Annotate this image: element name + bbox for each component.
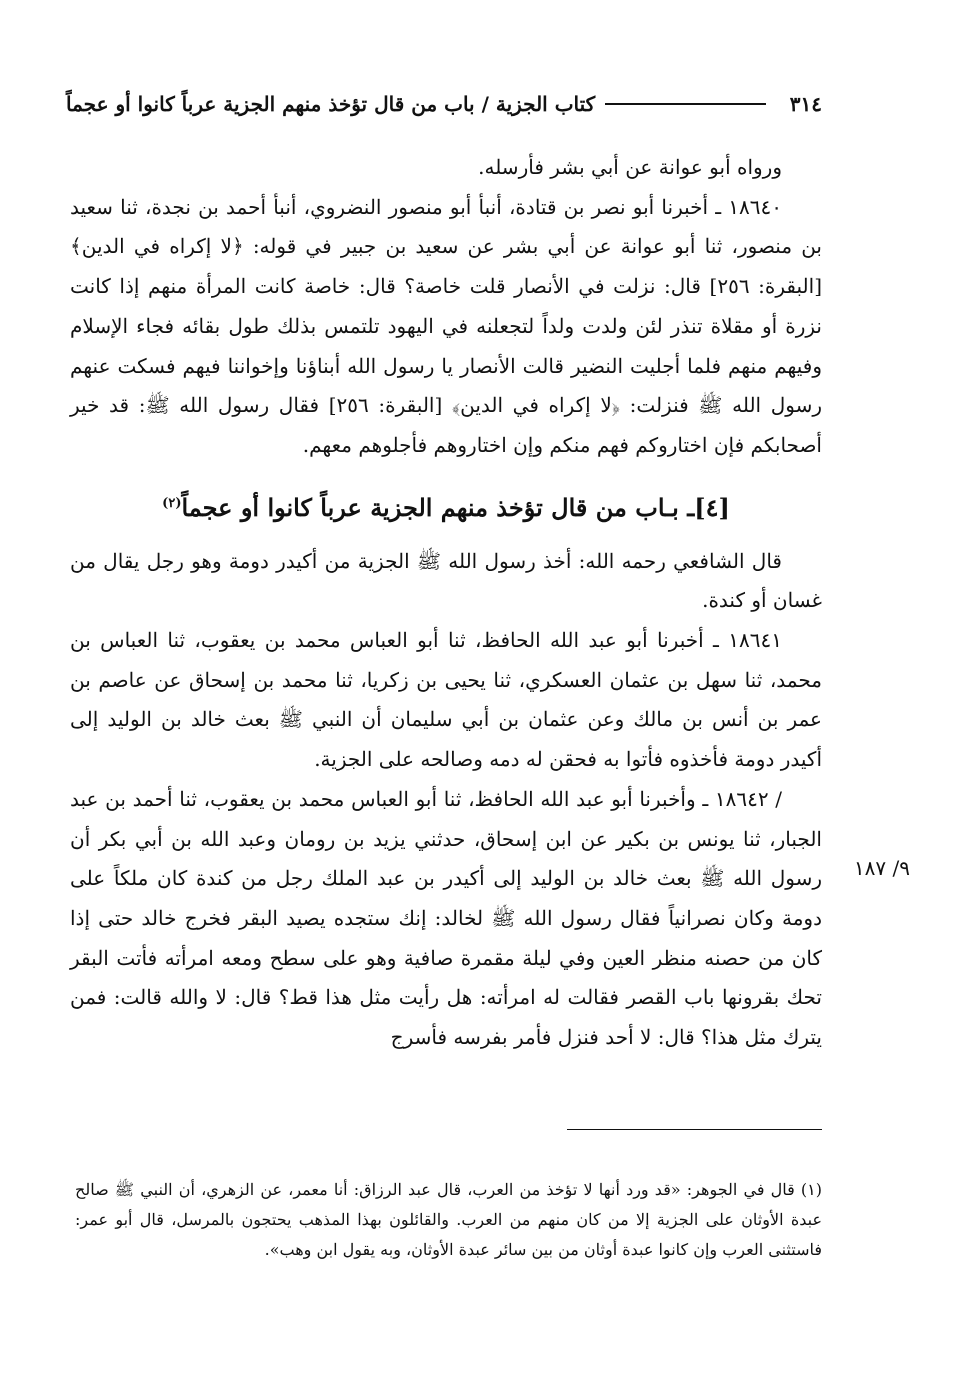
chapter-title-text: [٤]ـ بـاب من قال تؤخذ منهم الجزية عرباً كانوا أو عجماً [181, 492, 730, 522]
paragraph-intro: ورواه أبو عوانة عن أبي بشر فأرسله. [478, 155, 782, 179]
running-title: كتاب الجزية / باب من قال تؤخذ منهم الجزية عرباً كانوا أو عجماً [66, 92, 596, 116]
page-number: ٣١٤ [789, 92, 822, 116]
footnote-rule [567, 1129, 822, 1130]
chapter-title [70, 484, 822, 528]
chapter-footnote-marker: (٢) [162, 495, 182, 511]
main-text [70, 148, 822, 1058]
margin-volume-page-reference: ٩/ ١٨٧ [853, 856, 910, 880]
footnote-text: (١) قال في الجوهر: «قد ورد أنها لا تؤخذ من العرب، قال عبد الرزاق: أنا معمر، عن الزهري، أن النبي ﷺ صالح عبدة الأوثان على الجزية إلا من كان منهم من العرب. والقائلون بهذا المذهب يحتجون بالمرسل، قال أبو عمر: فاستثنى العرب وإن كانوا عبدة أوثان من بين سائر عبدة الأوثان، وبه يقول ابن وهب». [75, 1180, 822, 1259]
paragraph-shafii: قال الشافعي رحمه الله: أخذ رسول الله ﷺ الجزية من أكيدر دومة وهو رجل يقال من غسان أو كندة. [70, 548, 822, 613]
hadith-18641: ١٨٦٤١ ـ أخبرنا أبو عبد الله الحافظ، ثنا أبو العباس محمد بن يعقوب، ثنا العباس بن محمد، ثنا سهل بن عثمان العسكري، ثنا يحيى بن زكريا، ثنا محمد بن إسحاق عن عاصم بن عمر بن أنس بن مالك وعن عثمان بن أبي سليمان أن النبي ﷺ بعث خالد بن الوليد إلى أكيدر دومة فأخذوه فأتوا به فحقن له دمه وصالحه على الجزية. [70, 628, 822, 772]
header-rule [605, 103, 766, 105]
running-header [66, 84, 822, 124]
hadith-18640: ١٨٦٤٠ ـ أخبرنا أبو نصر بن قتادة، أنبأ أبو منصور النضروي، أنبأ أحمد بن نجدة، ثنا سعيد بن منصور، ثنا أبو عوانة عن أبي بشر عن سعيد بن جبير في قوله: ﴿لا إكراه في الدين﴾ [البقرة: ٢٥٦] قال: نزلت في الأنصار قلت خاصة؟ قال: خاصة كانت المرأة منهم إذا كانت نزرة أو مقلاة تنذر لئن ولدت ولداً لتجعلنه في اليهود تلتمس بذلك طول بقائه فجاء الإسلام وفيهم منهم فلما أجليت النضير قالت الأنصار يا رسول الله أبناؤنا وإخواننا فيهم فسكت عنهم رسول الله ﷺ فنزلت: ﴿لا إكراه في الدين﴾ [البقرة: ٢٥٦] فقال رسول الله ﷺ: قد خير أصحابكم فإن اختاروكم فهم منكم وإن اختاروهم فأجلوهم معهم. [70, 194, 822, 457]
footnote [75, 1175, 822, 1265]
hadith-18642: / ١٨٦٤٢ ـ وأخبرنا أبو عبد الله الحافظ، ثنا أبو العباس محمد بن يعقوب، ثنا أحمد بن عبد الجبار، ثنا يونس بن بكير عن ابن إسحاق، حدثني يزيد بن رومان وعبد الله بن أبي بكر أن رسول الله ﷺ بعث خالد بن الوليد إلى أكيدر بن عبد الملك رجل من كندة كان ملكاً على دومة وكان نصرانياً فقال رسول الله ﷺ لخالد: إنك ستجده يصيد البقر فخرج خالد حتى إذا كان من حصنه منظر العين وفي ليلة مقمرة صافية وهو على سطح ومعه امرأته فأتت البقر تحك بقرونها باب القصر فقالت له امرأته: هل رأيت مثل هذا قط؟ قال: لا والله قالت: فمن يترك مثل هذا؟ قال: لا أحد فنزل فأمر بفرسه فأسرج [70, 786, 822, 1050]
